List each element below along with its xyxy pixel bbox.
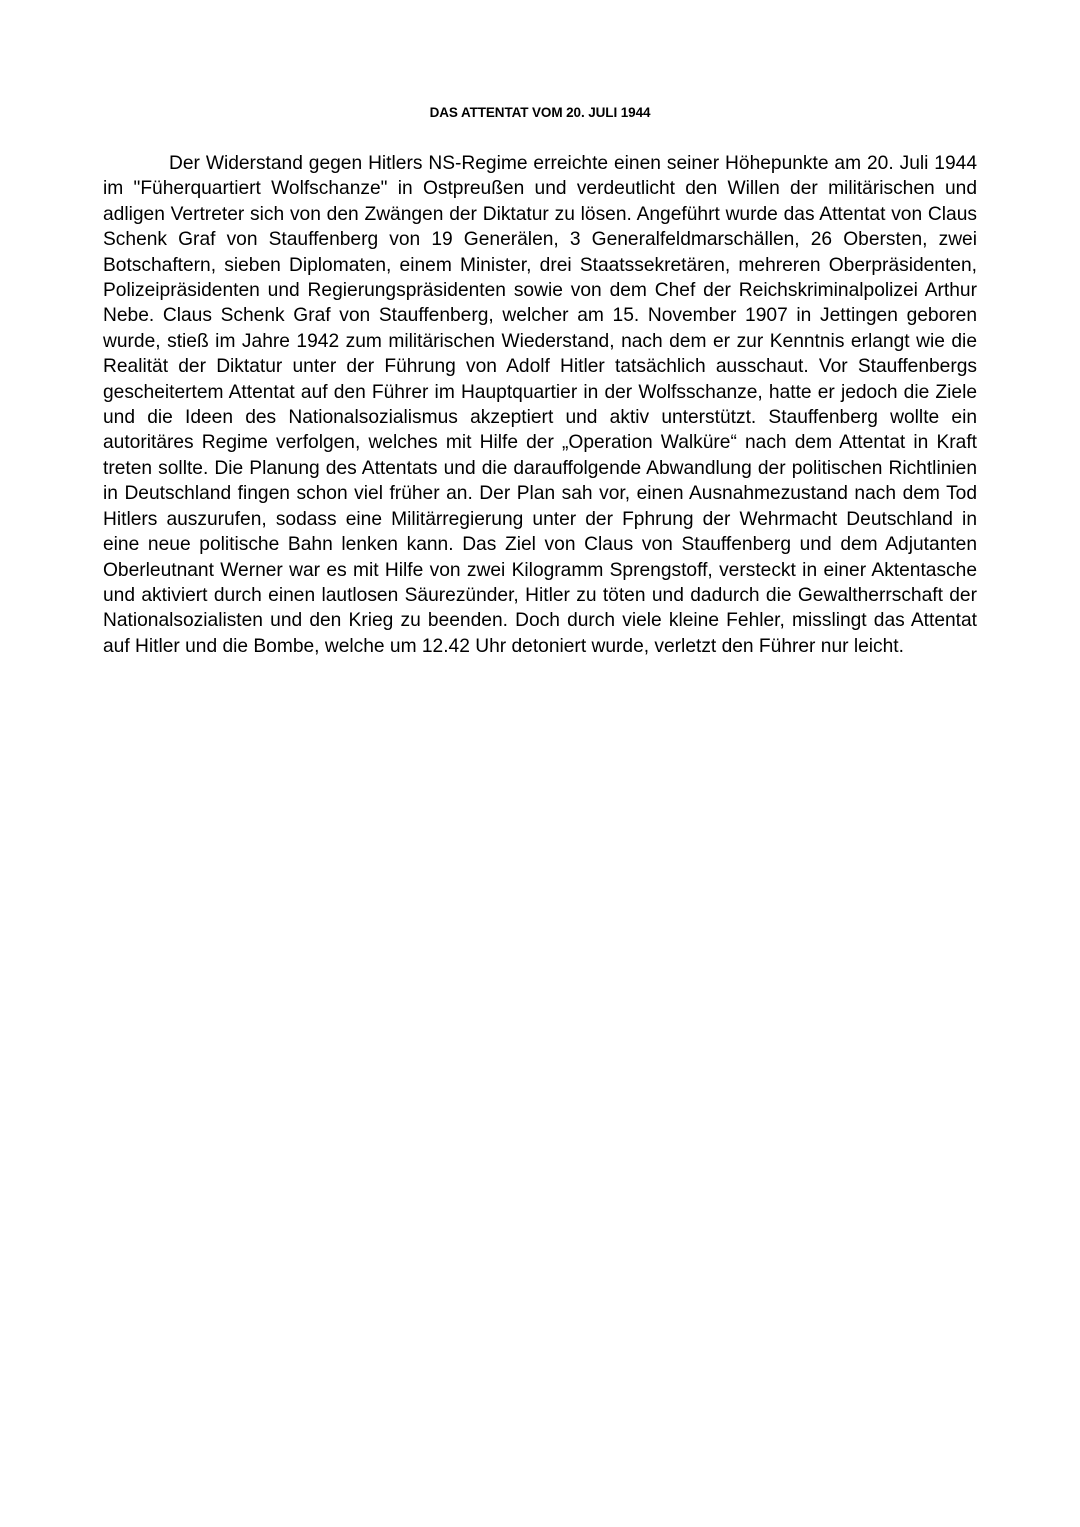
body-paragraph: Der Widerstand gegen Hitlers NS-Regime erreichte einen seiner Höhepunkte am 20. Juli 1944 im "Füherquartiert Wolfschanze" in Ostpreußen und verdeutlicht den Willen der militärischen und adligen Vertreter sich von den Zwängen der Diktatur zu lösen. Angeführt wurde das Attentat von Claus Schenk Graf von Stauffenberg von 19 Generälen, 3 Generalfeldmarschällen, 26 Obersten, zwei Botschaftern, sieben Diplomaten, einem Minister, drei Staatssekretären, mehreren Oberpräsidenten, Polizeipräsidenten und Regierungspräsidenten sowie von dem Chef der Reichskriminalpolizei Arthur Nebe. Claus Schenk Graf von Stauffenberg, welcher am 15. November 1907 in Jettingen geboren wurde, stieß im Jahre 1942 zum militärischen Wiederstand, nach dem er zur Kenntnis erlangt wie die Realität der Diktatur unter der Führung von Adolf Hitler tatsächlich ausschaut. Vor Stauffenbergs gescheitertem Attentat auf den Führer im Hauptquartier in der Wolfsschanze, hatte er jedoch die Ziele und die Ideen des Nationalsozialismus akzeptiert und aktiv unterstützt. Stauffenberg wollte ein autoritäres Regime verfolgen, welches mit Hilfe der „Operation Walküre“ nach dem Attentat in Kraft treten sollte. Die Planung des Attentats und die darauffolgende Abwandlung der politischen Richtlinien in Deutschland fingen schon viel früher an. Der Plan sah vor, einen Ausnahmezustand nach dem Tod Hitlers auszurufen, sodass eine Militärregierung unter der Fphrung der Wehrmacht Deutschland in eine neue politische Bahn lenken kann. Das Ziel von Claus von Stauffenberg und dem Adjutanten Oberleutnant Werner war es mit Hilfe von zwei Kilogramm Sprengstoff, versteckt in einer Aktentasche und aktiviert durch einen lautlosen Säurezünder, Hitler zu töten und dadurch die Gewaltherrschaft der Nationalsozialisten und den Krieg zu beenden. Doch durch viele kleine Fehler, misslingt das Attentat auf Hitler und die Bombe, welche um 12.42 Uhr detoniert wurde, verletzt den Führer nur leicht. bbox=[103, 153, 977, 657]
document-title: DAS ATTENTAT VOM 20. JULI 1944 bbox=[429, 105, 651, 120]
